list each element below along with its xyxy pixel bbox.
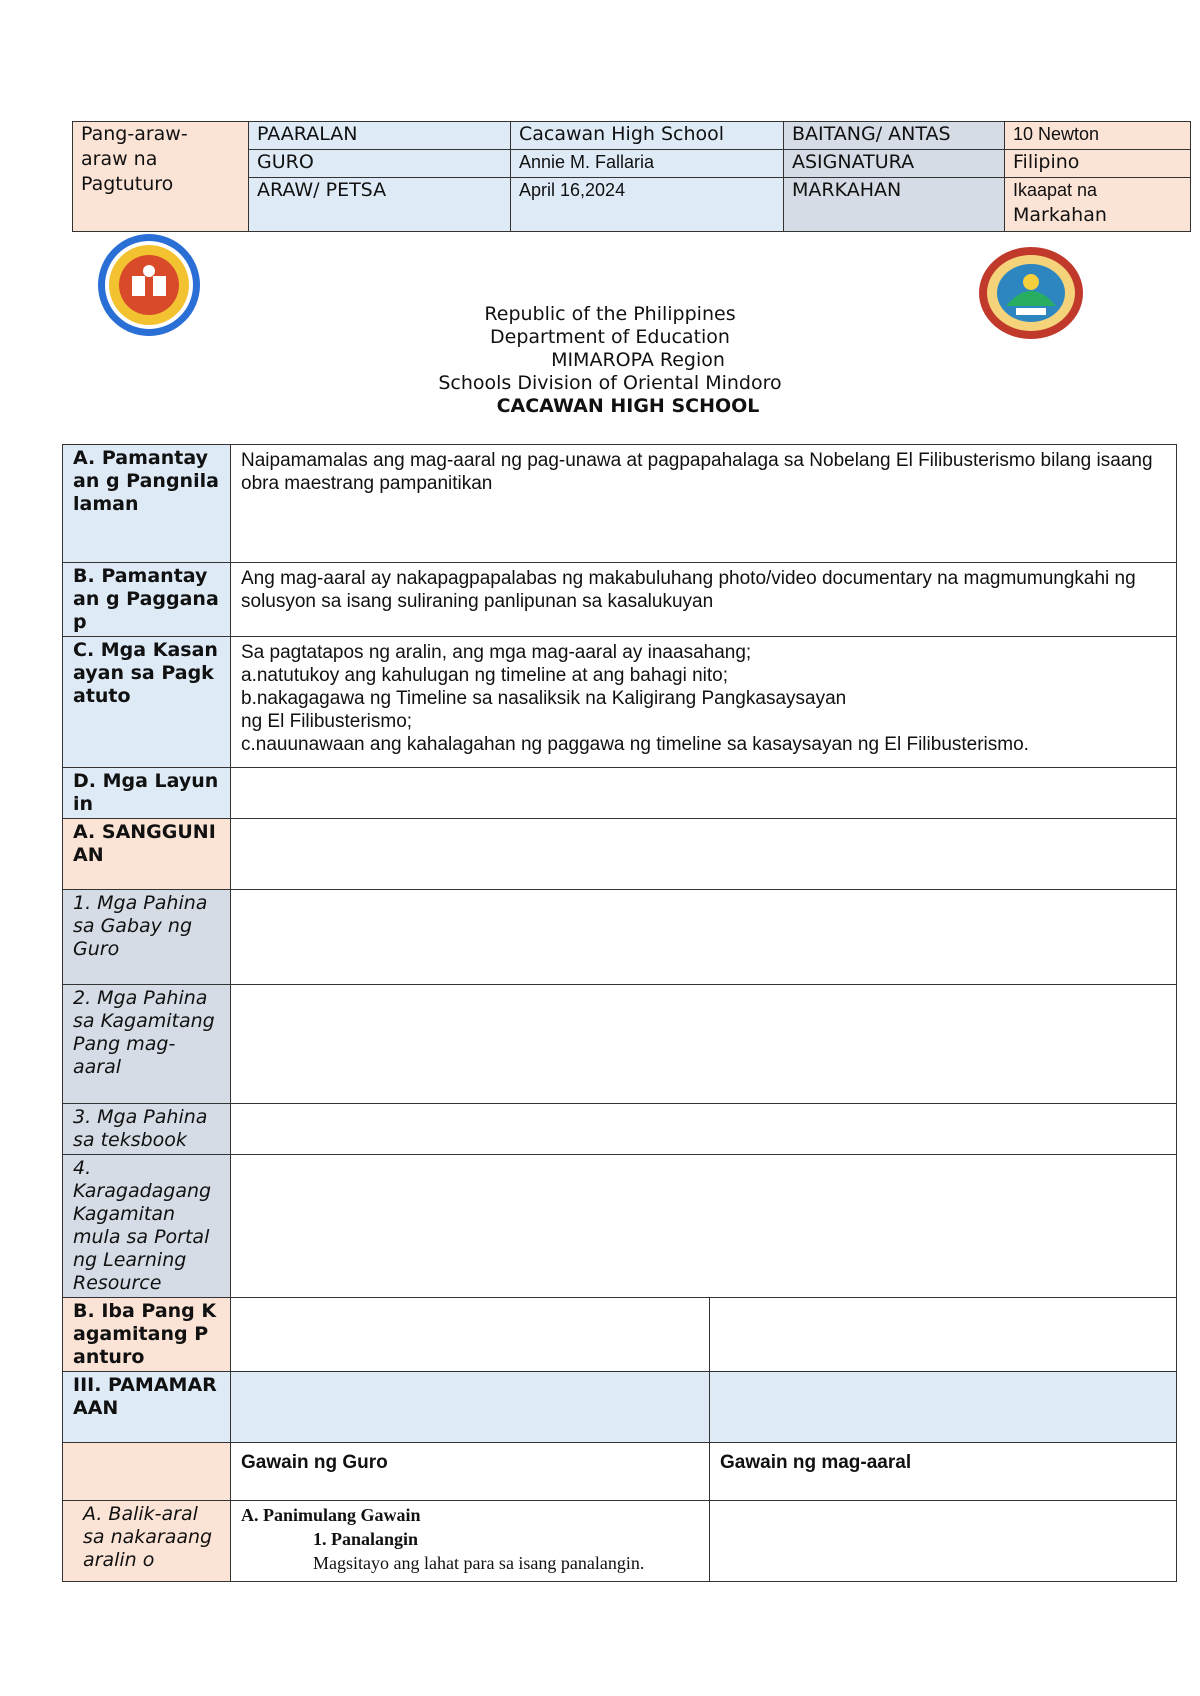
panimulang-gawain-heading: A. Panimulang Gawain (241, 1505, 421, 1525)
kasanayan-content: Sa pagtatapos ng aralin, ang mga mag-aaral ay inaasahang; a.natutukoy ang kahulugan ng timeline at ang bahagi nito; b.nakagagawa ng Timeline sa nasaliksik na Kaligirang Pangkasaysayan ng El Filibusterismo; c.nauunawaan ang kahalagahan ng paggawa ng timeline sa kasaysayan ng El Filibusterismo. (231, 637, 1177, 768)
gawain-mag-aaral-heading: Gawain ng mag-aaral (710, 1443, 1177, 1501)
pamantayan-pangnilalaman-label: A. Pamantayan g Pangnilalaman (63, 445, 231, 563)
layunin-label: D. Mga Layunin (63, 768, 231, 819)
panalangin-heading: 1. Panalangin (313, 1529, 419, 1549)
pamantayan-pagganap-label: B. Pamantayan g Pagganap (63, 563, 231, 637)
school-address (380, 303, 840, 418)
gabay-guro-content (231, 890, 1177, 985)
teksbook-label: 3. Mga Pahina sa teksbook (63, 1104, 231, 1155)
address-line-1: Republic of the Philippines (484, 303, 736, 325)
paaralan-label: PAARALAN (249, 122, 511, 150)
panimulang-gawain-cell (231, 1501, 710, 1582)
kagamitang-mag-aaral-label: 2. Mga Pahina sa Kagamitang Pang mag-aaral (63, 985, 231, 1104)
layunin-content (231, 768, 1177, 819)
asignatura-value: Filipino (1005, 150, 1191, 178)
pamamaraan-label: III. PAMAMARAAN (63, 1372, 231, 1443)
sanggunian-label: A. SANGGUNIAN (63, 819, 231, 890)
teksbook-content (231, 1104, 1177, 1155)
pamantayan-pagganap-content: Ang mag-aaral ay nakapagpapalabas ng makabuluhang photo/video documentary na magmumungkahi ng solusyon sa isang suliraning panlipunan sa kasalukuyan (231, 563, 1177, 637)
balik-aral-label: A. Balik-aral sa nakaraang aralin o (63, 1501, 231, 1582)
deped-seal-icon (96, 232, 202, 338)
kasanayan-label: C. Mga Kasanayan sa Pagkatuto (63, 637, 231, 768)
baitang-label: BAITANG/ ANTAS (784, 122, 1005, 150)
asignatura-label: ASIGNATURA (784, 150, 1005, 178)
markahan-label: MARKAHAN (784, 178, 1005, 232)
baitang-value: 10 Newton (1005, 122, 1191, 150)
araw-label: ARAW/ PETSA (249, 178, 511, 232)
petsa-value: April 16,2024 (511, 178, 784, 232)
portal-content (231, 1155, 1177, 1298)
kagamitang-mag-aaral-content (231, 985, 1177, 1104)
iba-pang-kagamitan-col2 (710, 1298, 1177, 1372)
portal-label: 4. Karagadagang Kagamitan mula sa Portal ng Learning Resource (63, 1155, 231, 1298)
lesson-plan-table (62, 444, 1177, 1582)
gawain-guro-heading: Gawain ng Guro (231, 1443, 710, 1501)
markahan-value: Ikaapat na Markahan (1005, 178, 1191, 232)
header-table (72, 121, 1191, 232)
address-line-3: MIMAROPA Region (551, 349, 725, 371)
iba-pang-kagamitan-label: B. Iba Pang Kagamitang Panturo (63, 1298, 231, 1372)
balik-aral-col2 (710, 1501, 1177, 1582)
address-line-2: Department of Education (490, 326, 730, 348)
school-name: CACAWAN HIGH SCHOOL (496, 395, 760, 417)
pamantayan-pangnilalaman-content: Naipamamalas ang mag-aaral ng pag-unawa at pagpapahalaga sa Nobelang El Filibusterismo bilang isaang obra maestrang pampanitikan (231, 445, 1177, 563)
guro-value: Annie M. Fallaria (511, 150, 784, 178)
paaralan-value: Cacawan High School (511, 122, 784, 150)
header-title: Pang-araw- araw na Pagtuturo (73, 122, 249, 232)
gawain-label-cell (63, 1443, 231, 1501)
pamamaraan-col1 (231, 1372, 710, 1443)
address-line-4: Schools Division of Oriental Mindoro (438, 372, 782, 394)
gabay-guro-label: 1. Mga Pahina sa Gabay ng Guro (63, 890, 231, 985)
pamamaraan-col2 (710, 1372, 1177, 1443)
iba-pang-kagamitan-col1 (231, 1298, 710, 1372)
panalangin-text: Magsitayo ang lahat para sa isang panalangin. (313, 1553, 645, 1573)
oriental-mindoro-seal-icon (978, 246, 1084, 340)
sanggunian-content (231, 819, 1177, 890)
guro-label: GURO (249, 150, 511, 178)
